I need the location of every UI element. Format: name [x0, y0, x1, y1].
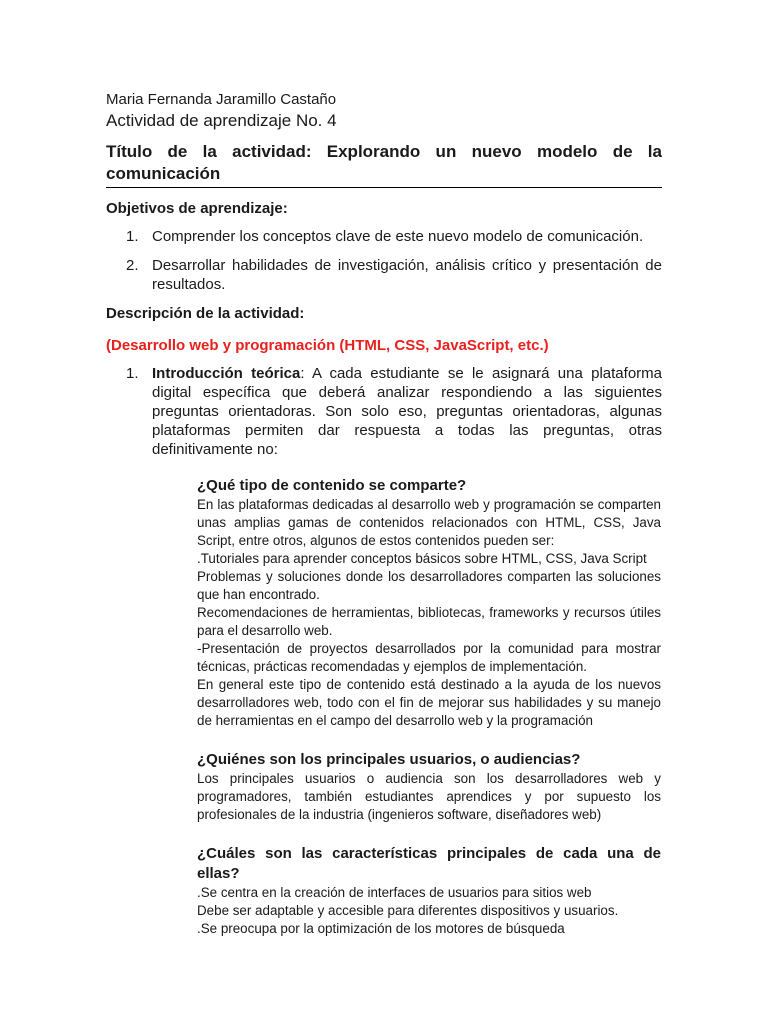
activity-title: [106, 141, 662, 188]
activity-title-line2: comunicación: [106, 164, 221, 183]
question-heading: ¿Cuáles son las características principales de cada una de ellas?: [197, 845, 661, 882]
objective-text: Comprender los conceptos clave de este nuevo modelo de comunicación.: [152, 228, 644, 245]
answer-paragraph: Recomendaciones de herramientas, bibliotecas, frameworks y recursos útiles para el desarrollo web.: [197, 605, 661, 638]
answer-body: [197, 884, 661, 938]
objectives-heading: Objetivos de aprendizaje:: [106, 200, 288, 217]
answer-paragraph: .Se preocupa por la optimización de los motores de búsqueda: [197, 921, 565, 936]
intro-item: [106, 364, 662, 459]
intro-number: 1.: [126, 365, 139, 382]
answer-body: [197, 770, 661, 824]
answer-paragraph: Problemas y soluciones donde los desarrolladores comparten las soluciones que han encontrado.: [197, 569, 661, 602]
question-heading: ¿Quiénes son los principales usuarios, o audiencias?: [197, 751, 581, 768]
objectives-list: [106, 227, 662, 294]
objective-item: [106, 227, 662, 246]
answer-paragraph: -Presentación de proyectos desarrollados por la comunidad para mostrar técnicas, prácticas recomendadas y ejemplos de implementación.: [197, 641, 661, 674]
activity-number: Actividad de aprendizaje No. 4: [106, 111, 337, 130]
answer-paragraph: Los principales usuarios o audiencia son los desarrolladores web y programadores, también estudiantes aprendices y por supuesto los profesionales de la industria (ingenieros software, diseñadores web): [197, 771, 661, 822]
question-block: [197, 476, 661, 730]
description-highlight: (Desarrollo web y programación (HTML, CSS, JavaScript, etc.): [106, 337, 549, 354]
answer-paragraph: Debe ser adaptable y accesible para diferentes dispositivos y usuarios.: [197, 903, 619, 918]
objective-text: Desarrollar habilidades de investigación, análisis crítico y presentación de resultados.: [152, 257, 662, 293]
answer-paragraph: En las plataformas dedicadas al desarrollo web y programación se comparten unas amplias gamas de contenidos relacionados con HTML, CSS, Java Script, entre otros, algunos de estos contenidos pueden ser:: [197, 497, 661, 548]
intro-bold-label: Introducción teórica: [152, 365, 301, 382]
answer-paragraph: En general este tipo de contenido está destinado a la ayuda de los nuevos desarrolladores web, todo con el fin de mejorar sus habilidades y su manejo de herramientas en el campo del desarrollo web y la programación: [197, 677, 661, 728]
document-page: [106, 90, 662, 938]
intro-text: : A cada estudiante se le asignará una plataforma digital específica que deberá analizar respondiendo a las siguientes preguntas orientadoras. Son solo eso, preguntas orientadoras, algunas plataformas permiten dar respuesta a todas las preguntas, otras definitivamente no:: [152, 365, 662, 458]
question-block: [197, 750, 661, 824]
answer-paragraph: .Se centra en la creación de interfaces de usuarios para sitios web: [197, 885, 592, 900]
question-heading: ¿Qué tipo de contenido se comparte?: [197, 477, 467, 494]
answer-body: [197, 496, 661, 730]
objective-number: 2.: [126, 257, 139, 274]
objective-item: [106, 256, 662, 294]
activity-title-line1: Título de la actividad: Explorando un nuevo modelo de la: [106, 142, 662, 161]
author-name: Maria Fernanda Jaramillo Castaño: [106, 91, 337, 108]
question-block: [197, 844, 661, 938]
description-heading: Descripción de la actividad:: [106, 305, 305, 322]
objective-number: 1.: [126, 228, 139, 245]
answer-paragraph: .Tutoriales para aprender conceptos básicos sobre HTML, CSS, Java Script: [197, 551, 647, 566]
